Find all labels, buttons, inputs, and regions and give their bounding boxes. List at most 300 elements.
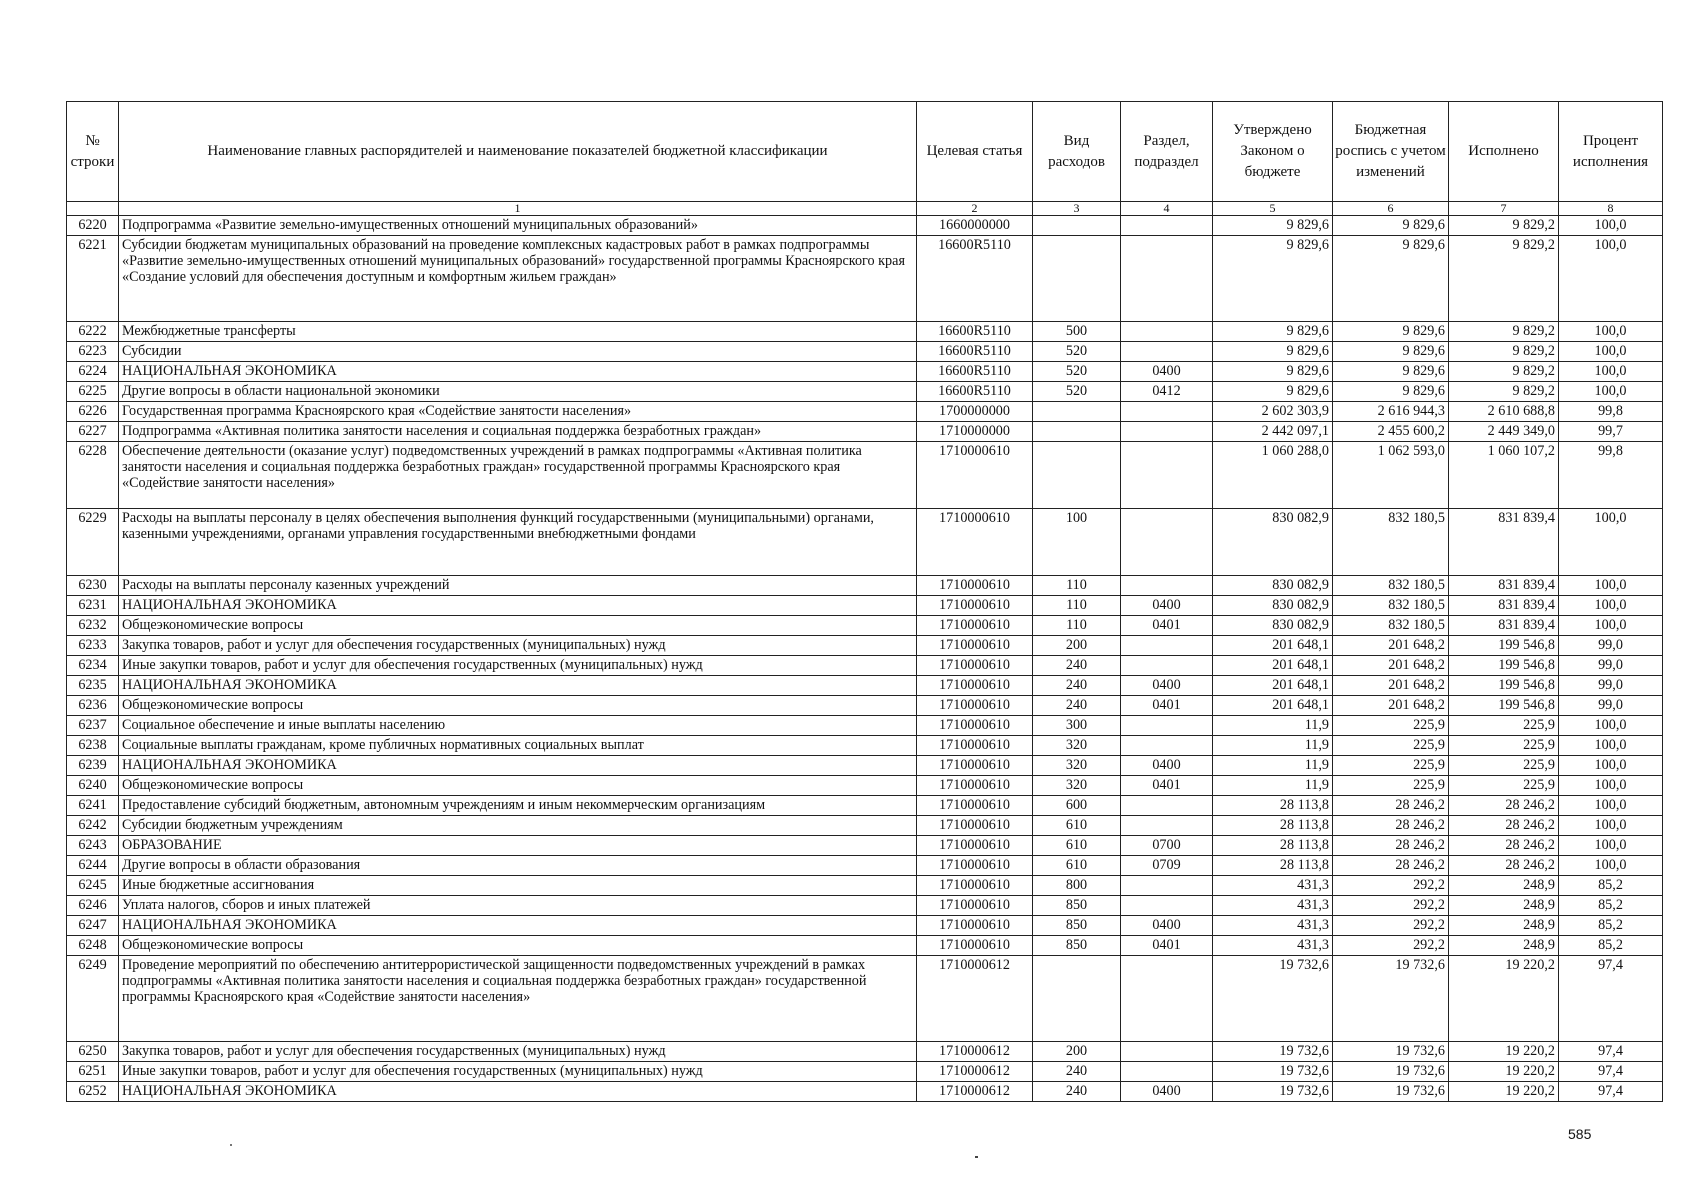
budget-list-amount: 201 648,2 bbox=[1333, 676, 1449, 696]
section-code bbox=[1121, 509, 1213, 576]
execution-percent: 100,0 bbox=[1559, 796, 1663, 816]
table-row bbox=[67, 776, 1663, 796]
row-number: 6234 bbox=[67, 656, 119, 676]
table-body bbox=[67, 216, 1663, 1102]
expense-type: 200 bbox=[1033, 1042, 1121, 1062]
table-row bbox=[67, 796, 1663, 816]
approved-amount: 830 082,9 bbox=[1213, 596, 1333, 616]
expense-type: 320 bbox=[1033, 756, 1121, 776]
page-number: 585 bbox=[1568, 1126, 1592, 1142]
row-number: 6229 bbox=[67, 509, 119, 576]
column-number: 6 bbox=[1333, 202, 1449, 216]
target-article: 1710000612 bbox=[917, 956, 1033, 1042]
table-row bbox=[67, 876, 1663, 896]
table-row bbox=[67, 636, 1663, 656]
row-name: Межбюджетные трансферты bbox=[119, 322, 917, 342]
row-number: 6232 bbox=[67, 616, 119, 636]
table-row bbox=[67, 696, 1663, 716]
row-number: 6235 bbox=[67, 676, 119, 696]
row-number: 6247 bbox=[67, 916, 119, 936]
target-article: 1710000610 bbox=[917, 816, 1033, 836]
row-name: Иные закупки товаров, работ и услуг для обеспечения государственных (муниципальных) нужд bbox=[119, 656, 917, 676]
row-number: 6224 bbox=[67, 362, 119, 382]
section-code: 0400 bbox=[1121, 362, 1213, 382]
approved-amount: 431,3 bbox=[1213, 916, 1333, 936]
target-article: 1710000610 bbox=[917, 736, 1033, 756]
target-article: 16600R5110 bbox=[917, 382, 1033, 402]
budget-list-amount: 1 062 593,0 bbox=[1333, 442, 1449, 509]
executed-amount: 9 829,2 bbox=[1449, 342, 1559, 362]
target-article: 1660000000 bbox=[917, 216, 1033, 236]
approved-amount: 201 648,1 bbox=[1213, 676, 1333, 696]
table-row bbox=[67, 656, 1663, 676]
row-name: Расходы на выплаты персоналу в целях обеспечения выполнения функций государственными (муниципальными) органами, казенными учреждениями, органами управления государственными внебюджетными фондами bbox=[119, 509, 917, 576]
row-name: Проведение мероприятий по обеспечению антитеррористической защищенности подведомственных учреждений в рамках подпрограммы «Активная политика занятости населения и социальная поддержка безработных граждан» государственной программы Красноярского края «Содействие занятости населения» bbox=[119, 956, 917, 1042]
target-article: 1710000610 bbox=[917, 596, 1033, 616]
table-row bbox=[67, 736, 1663, 756]
column-number: 1 bbox=[119, 202, 917, 216]
budget-list-amount: 201 648,2 bbox=[1333, 636, 1449, 656]
executed-amount: 28 246,2 bbox=[1449, 796, 1559, 816]
approved-amount: 28 113,8 bbox=[1213, 796, 1333, 816]
row-name: НАЦИОНАЛЬНАЯ ЭКОНОМИКА bbox=[119, 362, 917, 382]
row-number: 6239 bbox=[67, 756, 119, 776]
table-row bbox=[67, 616, 1663, 636]
approved-amount: 19 732,6 bbox=[1213, 1042, 1333, 1062]
budget-list-amount: 9 829,6 bbox=[1333, 322, 1449, 342]
execution-percent: 100,0 bbox=[1559, 596, 1663, 616]
row-number: 6245 bbox=[67, 876, 119, 896]
executed-amount: 225,9 bbox=[1449, 716, 1559, 736]
executed-amount: 831 839,4 bbox=[1449, 509, 1559, 576]
expense-type: 800 bbox=[1033, 876, 1121, 896]
table-row bbox=[67, 896, 1663, 916]
target-article: 1710000610 bbox=[917, 509, 1033, 576]
target-article: 1710000610 bbox=[917, 936, 1033, 956]
table-row bbox=[67, 816, 1663, 836]
row-name: Иные бюджетные ассигнования bbox=[119, 876, 917, 896]
table-row bbox=[67, 756, 1663, 776]
section-code: 0400 bbox=[1121, 756, 1213, 776]
execution-percent: 100,0 bbox=[1559, 322, 1663, 342]
section-code bbox=[1121, 236, 1213, 322]
section-code bbox=[1121, 422, 1213, 442]
row-number: 6237 bbox=[67, 716, 119, 736]
row-number: 6250 bbox=[67, 1042, 119, 1062]
approved-amount: 1 060 288,0 bbox=[1213, 442, 1333, 509]
table-row bbox=[67, 342, 1663, 362]
budget-list-amount: 292,2 bbox=[1333, 936, 1449, 956]
expense-type bbox=[1033, 956, 1121, 1042]
header-target-article: Целевая статья bbox=[917, 102, 1033, 202]
row-name: Социальное обеспечение и иные выплаты населению bbox=[119, 716, 917, 736]
executed-amount: 9 829,2 bbox=[1449, 322, 1559, 342]
budget-list-amount: 292,2 bbox=[1333, 916, 1449, 936]
executed-amount: 248,9 bbox=[1449, 876, 1559, 896]
execution-percent: 100,0 bbox=[1559, 509, 1663, 576]
expense-type: 240 bbox=[1033, 656, 1121, 676]
table-row bbox=[67, 1042, 1663, 1062]
table-row bbox=[67, 676, 1663, 696]
target-article: 1710000610 bbox=[917, 716, 1033, 736]
approved-amount: 9 829,6 bbox=[1213, 216, 1333, 236]
budget-list-amount: 19 732,6 bbox=[1333, 956, 1449, 1042]
table-row bbox=[67, 956, 1663, 1042]
section-code: 0401 bbox=[1121, 776, 1213, 796]
section-code bbox=[1121, 896, 1213, 916]
executed-amount: 2 610 688,8 bbox=[1449, 402, 1559, 422]
header-budget-list: Бюджетная роспись с учетом изменений bbox=[1333, 102, 1449, 202]
header-section: Раздел, подраздел bbox=[1121, 102, 1213, 202]
row-name: НАЦИОНАЛЬНАЯ ЭКОНОМИКА bbox=[119, 596, 917, 616]
row-name: НАЦИОНАЛЬНАЯ ЭКОНОМИКА bbox=[119, 756, 917, 776]
execution-percent: 100,0 bbox=[1559, 856, 1663, 876]
budget-list-amount: 832 180,5 bbox=[1333, 509, 1449, 576]
execution-percent: 99,8 bbox=[1559, 442, 1663, 509]
execution-percent: 99,0 bbox=[1559, 676, 1663, 696]
executed-amount: 225,9 bbox=[1449, 756, 1559, 776]
approved-amount: 830 082,9 bbox=[1213, 576, 1333, 596]
target-article: 16600R5110 bbox=[917, 236, 1033, 322]
budget-list-amount: 832 180,5 bbox=[1333, 576, 1449, 596]
row-name: Иные закупки товаров, работ и услуг для обеспечения государственных (муниципальных) нужд bbox=[119, 1062, 917, 1082]
row-number: 6252 bbox=[67, 1082, 119, 1102]
section-code: 0401 bbox=[1121, 936, 1213, 956]
table-row bbox=[67, 402, 1663, 422]
section-code bbox=[1121, 956, 1213, 1042]
row-number: 6225 bbox=[67, 382, 119, 402]
approved-amount: 28 113,8 bbox=[1213, 856, 1333, 876]
execution-percent: 100,0 bbox=[1559, 816, 1663, 836]
approved-amount: 9 829,6 bbox=[1213, 382, 1333, 402]
approved-amount: 9 829,6 bbox=[1213, 322, 1333, 342]
target-article: 16600R5110 bbox=[917, 322, 1033, 342]
expense-type: 500 bbox=[1033, 322, 1121, 342]
budget-list-amount: 28 246,2 bbox=[1333, 856, 1449, 876]
approved-amount: 431,3 bbox=[1213, 876, 1333, 896]
approved-amount: 19 732,6 bbox=[1213, 956, 1333, 1042]
expense-type: 520 bbox=[1033, 342, 1121, 362]
executed-amount: 199 546,8 bbox=[1449, 656, 1559, 676]
approved-amount: 201 648,1 bbox=[1213, 696, 1333, 716]
section-code bbox=[1121, 216, 1213, 236]
row-number: 6231 bbox=[67, 596, 119, 616]
target-article: 16600R5110 bbox=[917, 362, 1033, 382]
section-code: 0400 bbox=[1121, 676, 1213, 696]
expense-type: 200 bbox=[1033, 636, 1121, 656]
row-name: Предоставление субсидий бюджетным, автономным учреждениям и иным некоммерческим организациям bbox=[119, 796, 917, 816]
executed-amount: 248,9 bbox=[1449, 916, 1559, 936]
section-code: 0700 bbox=[1121, 836, 1213, 856]
row-number: 6241 bbox=[67, 796, 119, 816]
execution-percent: 100,0 bbox=[1559, 616, 1663, 636]
row-number: 6242 bbox=[67, 816, 119, 836]
execution-percent: 100,0 bbox=[1559, 836, 1663, 856]
expense-type: 520 bbox=[1033, 382, 1121, 402]
executed-amount: 9 829,2 bbox=[1449, 382, 1559, 402]
execution-percent: 100,0 bbox=[1559, 362, 1663, 382]
row-number: 6221 bbox=[67, 236, 119, 322]
table-row bbox=[67, 936, 1663, 956]
table-row bbox=[67, 382, 1663, 402]
budget-list-amount: 28 246,2 bbox=[1333, 836, 1449, 856]
executed-amount: 1 060 107,2 bbox=[1449, 442, 1559, 509]
execution-percent: 85,2 bbox=[1559, 916, 1663, 936]
target-article: 1710000612 bbox=[917, 1062, 1033, 1082]
executed-amount: 19 220,2 bbox=[1449, 1082, 1559, 1102]
approved-amount: 19 732,6 bbox=[1213, 1082, 1333, 1102]
execution-percent: 99,0 bbox=[1559, 636, 1663, 656]
target-article: 1700000000 bbox=[917, 402, 1033, 422]
section-code bbox=[1121, 736, 1213, 756]
row-name: Государственная программа Красноярского края «Содействие занятости населения» bbox=[119, 402, 917, 422]
row-name: Закупка товаров, работ и услуг для обеспечения государственных (муниципальных) нужд bbox=[119, 1042, 917, 1062]
row-name: НАЦИОНАЛЬНАЯ ЭКОНОМИКА bbox=[119, 916, 917, 936]
execution-percent: 100,0 bbox=[1559, 756, 1663, 776]
expense-type bbox=[1033, 442, 1121, 509]
execution-percent: 85,2 bbox=[1559, 876, 1663, 896]
executed-amount: 2 449 349,0 bbox=[1449, 422, 1559, 442]
execution-percent: 99,0 bbox=[1559, 696, 1663, 716]
executed-amount: 248,9 bbox=[1449, 936, 1559, 956]
row-name: Общеэкономические вопросы bbox=[119, 696, 917, 716]
target-article: 1710000000 bbox=[917, 422, 1033, 442]
table-row bbox=[67, 509, 1663, 576]
expense-type bbox=[1033, 216, 1121, 236]
column-number: 3 bbox=[1033, 202, 1121, 216]
approved-amount: 28 113,8 bbox=[1213, 816, 1333, 836]
section-code: 0400 bbox=[1121, 1082, 1213, 1102]
budget-list-amount: 201 648,2 bbox=[1333, 656, 1449, 676]
executed-amount: 9 829,2 bbox=[1449, 362, 1559, 382]
row-number: 6249 bbox=[67, 956, 119, 1042]
column-number: 8 bbox=[1559, 202, 1663, 216]
executed-amount: 19 220,2 bbox=[1449, 1042, 1559, 1062]
row-number: 6251 bbox=[67, 1062, 119, 1082]
target-article: 1710000612 bbox=[917, 1082, 1033, 1102]
executed-amount: 9 829,2 bbox=[1449, 236, 1559, 322]
section-code: 0412 bbox=[1121, 382, 1213, 402]
table-row bbox=[67, 916, 1663, 936]
approved-amount: 2 602 303,9 bbox=[1213, 402, 1333, 422]
approved-amount: 9 829,6 bbox=[1213, 236, 1333, 322]
row-number: 6238 bbox=[67, 736, 119, 756]
row-name: Расходы на выплаты персоналу казенных учреждений bbox=[119, 576, 917, 596]
section-code bbox=[1121, 1062, 1213, 1082]
column-number bbox=[67, 202, 119, 216]
section-code: 0400 bbox=[1121, 596, 1213, 616]
target-article: 1710000610 bbox=[917, 676, 1033, 696]
budget-execution-table bbox=[66, 101, 1663, 1102]
row-number: 6222 bbox=[67, 322, 119, 342]
row-name: Субсидии бюджетным учреждениям bbox=[119, 816, 917, 836]
scan-speck bbox=[230, 1144, 232, 1146]
budget-list-amount: 28 246,2 bbox=[1333, 796, 1449, 816]
table-row bbox=[67, 236, 1663, 322]
budget-list-amount: 9 829,6 bbox=[1333, 342, 1449, 362]
column-number: 5 bbox=[1213, 202, 1333, 216]
section-code: 0400 bbox=[1121, 916, 1213, 936]
header-percent: Процент исполнения bbox=[1559, 102, 1663, 202]
table-row bbox=[67, 836, 1663, 856]
expense-type bbox=[1033, 402, 1121, 422]
expense-type: 110 bbox=[1033, 596, 1121, 616]
target-article: 1710000610 bbox=[917, 756, 1033, 776]
table-row bbox=[67, 362, 1663, 382]
approved-amount: 201 648,1 bbox=[1213, 656, 1333, 676]
budget-list-amount: 832 180,5 bbox=[1333, 616, 1449, 636]
budget-list-amount: 225,9 bbox=[1333, 776, 1449, 796]
section-code bbox=[1121, 716, 1213, 736]
budget-list-amount: 225,9 bbox=[1333, 756, 1449, 776]
section-code bbox=[1121, 342, 1213, 362]
header-executed: Исполнено bbox=[1449, 102, 1559, 202]
expense-type: 240 bbox=[1033, 1062, 1121, 1082]
row-number: 6223 bbox=[67, 342, 119, 362]
expense-type: 610 bbox=[1033, 816, 1121, 836]
row-number: 6220 bbox=[67, 216, 119, 236]
row-name: Уплата налогов, сборов и иных платежей bbox=[119, 896, 917, 916]
execution-percent: 100,0 bbox=[1559, 576, 1663, 596]
expense-type: 300 bbox=[1033, 716, 1121, 736]
budget-list-amount: 9 829,6 bbox=[1333, 382, 1449, 402]
execution-percent: 97,4 bbox=[1559, 1082, 1663, 1102]
section-code: 0401 bbox=[1121, 696, 1213, 716]
row-name: Закупка товаров, работ и услуг для обеспечения государственных (муниципальных) нужд bbox=[119, 636, 917, 656]
executed-amount: 199 546,8 bbox=[1449, 676, 1559, 696]
row-number: 6228 bbox=[67, 442, 119, 509]
table-row bbox=[67, 216, 1663, 236]
table-row bbox=[67, 1082, 1663, 1102]
header-name: Наименование главных распорядителей и наименование показателей бюджетной классификации bbox=[119, 102, 917, 202]
target-article: 1710000610 bbox=[917, 656, 1033, 676]
expense-type: 320 bbox=[1033, 776, 1121, 796]
approved-amount: 9 829,6 bbox=[1213, 342, 1333, 362]
section-code bbox=[1121, 636, 1213, 656]
row-number: 6236 bbox=[67, 696, 119, 716]
approved-amount: 431,3 bbox=[1213, 936, 1333, 956]
row-name: ОБРАЗОВАНИЕ bbox=[119, 836, 917, 856]
row-name: Общеэкономические вопросы bbox=[119, 616, 917, 636]
expense-type: 610 bbox=[1033, 836, 1121, 856]
target-article: 1710000612 bbox=[917, 1042, 1033, 1062]
expense-type: 320 bbox=[1033, 736, 1121, 756]
section-code bbox=[1121, 442, 1213, 509]
approved-amount: 11,9 bbox=[1213, 716, 1333, 736]
target-article: 1710000610 bbox=[917, 776, 1033, 796]
row-name: Другие вопросы в области образования bbox=[119, 856, 917, 876]
executed-amount: 28 246,2 bbox=[1449, 816, 1559, 836]
table-row bbox=[67, 596, 1663, 616]
target-article: 1710000610 bbox=[917, 636, 1033, 656]
approved-amount: 11,9 bbox=[1213, 736, 1333, 756]
execution-percent: 100,0 bbox=[1559, 216, 1663, 236]
budget-list-amount: 19 732,6 bbox=[1333, 1082, 1449, 1102]
table-row bbox=[67, 322, 1663, 342]
row-number: 6246 bbox=[67, 896, 119, 916]
target-article: 1710000610 bbox=[917, 896, 1033, 916]
row-number: 6244 bbox=[67, 856, 119, 876]
row-number: 6227 bbox=[67, 422, 119, 442]
approved-amount: 11,9 bbox=[1213, 756, 1333, 776]
column-number: 4 bbox=[1121, 202, 1213, 216]
table-row bbox=[67, 716, 1663, 736]
execution-percent: 97,4 bbox=[1559, 1062, 1663, 1082]
header-row-number: № строки bbox=[67, 102, 119, 202]
budget-list-amount: 292,2 bbox=[1333, 896, 1449, 916]
target-article: 1710000610 bbox=[917, 576, 1033, 596]
approved-amount: 431,3 bbox=[1213, 896, 1333, 916]
execution-percent: 85,2 bbox=[1559, 936, 1663, 956]
target-article: 1710000610 bbox=[917, 442, 1033, 509]
expense-type bbox=[1033, 422, 1121, 442]
executed-amount: 225,9 bbox=[1449, 776, 1559, 796]
row-number: 6240 bbox=[67, 776, 119, 796]
approved-amount: 28 113,8 bbox=[1213, 836, 1333, 856]
budget-list-amount: 292,2 bbox=[1333, 876, 1449, 896]
budget-list-amount: 9 829,6 bbox=[1333, 236, 1449, 322]
target-article: 1710000610 bbox=[917, 876, 1033, 896]
executed-amount: 199 546,8 bbox=[1449, 636, 1559, 656]
section-code bbox=[1121, 576, 1213, 596]
scan-speck bbox=[975, 1156, 978, 1158]
target-article: 1710000610 bbox=[917, 836, 1033, 856]
budget-list-amount: 201 648,2 bbox=[1333, 696, 1449, 716]
execution-percent: 100,0 bbox=[1559, 776, 1663, 796]
executed-amount: 28 246,2 bbox=[1449, 836, 1559, 856]
executed-amount: 831 839,4 bbox=[1449, 596, 1559, 616]
row-name: Обеспечение деятельности (оказание услуг) подведомственных учреждений в рамках подпрограммы «Активная политика занятости населения и социальная поддержка безработных граждан» государственной программы Красноярского края «Содействие занятости населения» bbox=[119, 442, 917, 509]
row-name: Подпрограмма «Развитие земельно-имущественных отношений муниципальных образований» bbox=[119, 216, 917, 236]
section-code: 0709 bbox=[1121, 856, 1213, 876]
approved-amount: 830 082,9 bbox=[1213, 616, 1333, 636]
execution-percent: 99,8 bbox=[1559, 402, 1663, 422]
section-code bbox=[1121, 1042, 1213, 1062]
executed-amount: 225,9 bbox=[1449, 736, 1559, 756]
budget-list-amount: 9 829,6 bbox=[1333, 216, 1449, 236]
header-approved: Утверждено Законом о бюджете bbox=[1213, 102, 1333, 202]
executed-amount: 19 220,2 bbox=[1449, 956, 1559, 1042]
approved-amount: 11,9 bbox=[1213, 776, 1333, 796]
row-name: Общеэкономические вопросы bbox=[119, 776, 917, 796]
section-code bbox=[1121, 402, 1213, 422]
executed-amount: 199 546,8 bbox=[1449, 696, 1559, 716]
row-number: 6233 bbox=[67, 636, 119, 656]
section-code bbox=[1121, 876, 1213, 896]
target-article: 1710000610 bbox=[917, 856, 1033, 876]
target-article: 1710000610 bbox=[917, 696, 1033, 716]
row-number: 6230 bbox=[67, 576, 119, 596]
execution-percent: 100,0 bbox=[1559, 382, 1663, 402]
column-number: 2 bbox=[917, 202, 1033, 216]
execution-percent: 99,7 bbox=[1559, 422, 1663, 442]
expense-type: 240 bbox=[1033, 676, 1121, 696]
table-row bbox=[67, 576, 1663, 596]
executed-amount: 28 246,2 bbox=[1449, 856, 1559, 876]
executed-amount: 9 829,2 bbox=[1449, 216, 1559, 236]
budget-list-amount: 19 732,6 bbox=[1333, 1042, 1449, 1062]
section-code bbox=[1121, 796, 1213, 816]
row-name: Субсидии bbox=[119, 342, 917, 362]
column-number-row bbox=[67, 202, 1663, 216]
budget-list-amount: 2 616 944,3 bbox=[1333, 402, 1449, 422]
target-article: 1710000610 bbox=[917, 616, 1033, 636]
execution-percent: 100,0 bbox=[1559, 236, 1663, 322]
row-name: НАЦИОНАЛЬНАЯ ЭКОНОМИКА bbox=[119, 676, 917, 696]
execution-percent: 85,2 bbox=[1559, 896, 1663, 916]
expense-type: 240 bbox=[1033, 1082, 1121, 1102]
table-row bbox=[67, 1062, 1663, 1082]
